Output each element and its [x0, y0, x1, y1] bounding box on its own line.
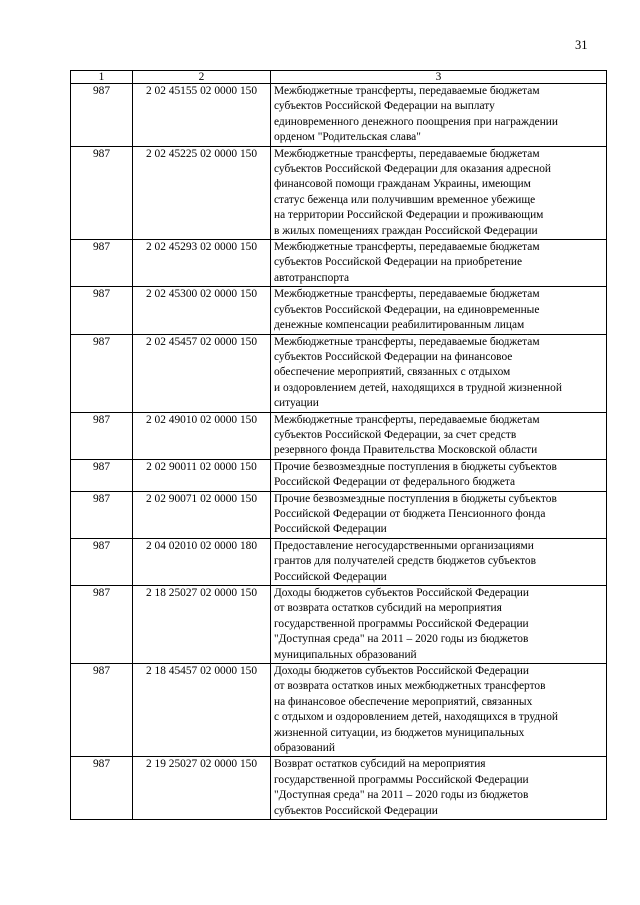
- description-cell: [271, 664, 607, 757]
- description-line: с отдыхом и оздоровлением детей, находящихся в трудной: [274, 711, 559, 724]
- description-line: государственной программы Российской Федерации: [274, 617, 529, 630]
- admin-code-cell: 987: [71, 538, 133, 585]
- description-line: от возврата остатков иных межбюджетных трансфертов: [274, 680, 546, 693]
- description-cell: [271, 287, 607, 334]
- table-row: [71, 664, 607, 757]
- description-cell: [271, 491, 607, 538]
- description-cell: [271, 757, 607, 820]
- admin-code-cell: 987: [71, 664, 133, 757]
- description-cell: [271, 84, 607, 147]
- table-row: [71, 146, 607, 239]
- description-line: государственной программы Российской Федерации: [274, 773, 529, 786]
- admin-code-cell: 987: [71, 84, 133, 147]
- column-header: 3: [271, 71, 607, 84]
- description-line: ситуации: [274, 397, 319, 410]
- admin-code-cell: 987: [71, 757, 133, 820]
- description-line: Доходы бюджетов субъектов Российской Федерации: [274, 665, 529, 678]
- description-line: автотранспорта: [274, 271, 350, 284]
- description-line: Возврат остатков субсидий на мероприятия: [274, 758, 486, 771]
- description-line: Российской Федерации: [274, 570, 387, 583]
- column-header: 2: [133, 71, 271, 84]
- description-line: Межбюджетные трансферты, передаваемые бюджетам: [274, 288, 540, 301]
- description-line: Прочие безвозмездные поступления в бюджеты субъектов: [274, 492, 557, 505]
- description-line: субъектов Российской Федерации: [274, 804, 438, 817]
- description-cell: [271, 240, 607, 287]
- description-line: Прочие безвозмездные поступления в бюджеты субъектов: [274, 460, 557, 473]
- description-line: на финансовое обеспечение мероприятий, связанных: [274, 695, 533, 708]
- description-line: Межбюджетные трансферты, передаваемые бюджетам: [274, 413, 540, 426]
- description-line: субъектов Российской Федерации на выплату: [274, 100, 495, 113]
- description-line: от возврата остатков субсидий на мероприятия: [274, 602, 502, 615]
- description-line: "Доступная среда" на 2011 – 2020 годы из бюджетов: [274, 633, 529, 646]
- table-row: [71, 491, 607, 538]
- column-header: 1: [71, 71, 133, 84]
- page-number: 31: [575, 38, 588, 52]
- budget-classification-code-cell: 2 02 90011 02 0000 150: [133, 459, 271, 491]
- admin-code-cell: 987: [71, 287, 133, 334]
- budget-classification-code-cell: 2 02 45300 02 0000 150: [133, 287, 271, 334]
- description-line: Межбюджетные трансферты, передаваемые бюджетам: [274, 147, 540, 160]
- admin-code-cell: 987: [71, 586, 133, 664]
- description-cell: [271, 586, 607, 664]
- description-cell: [271, 146, 607, 239]
- description-line: единовременного денежного поощрения при награждении: [274, 115, 558, 128]
- description-cell: [271, 538, 607, 585]
- description-line: денежные компенсации реабилитированным лицам: [274, 319, 525, 332]
- budget-classification-code-cell: 2 02 49010 02 0000 150: [133, 412, 271, 459]
- description-line: Межбюджетные трансферты, передаваемые бюджетам: [274, 335, 540, 348]
- description-line: на территории Российской Федерации и проживающим: [274, 209, 544, 222]
- budget-classification-code-cell: 2 18 25027 02 0000 150: [133, 586, 271, 664]
- description-cell: [271, 459, 607, 491]
- description-line: субъектов Российской Федерации, за счет средств: [274, 428, 517, 441]
- revenue-codes-table: [70, 70, 607, 820]
- description-line: образований: [274, 742, 335, 755]
- admin-code-cell: 987: [71, 459, 133, 491]
- description-line: субъектов Российской Федерации для оказания адресной: [274, 163, 552, 176]
- budget-classification-code-cell: 2 02 45293 02 0000 150: [133, 240, 271, 287]
- description-cell: [271, 334, 607, 412]
- budget-classification-code-cell: 2 04 02010 02 0000 180: [133, 538, 271, 585]
- description-line: Доходы бюджетов субъектов Российской Федерации: [274, 587, 529, 599]
- budget-classification-code-cell: 2 19 25027 02 0000 150: [133, 757, 271, 820]
- admin-code-cell: 987: [71, 412, 133, 459]
- table-row: [71, 538, 607, 585]
- description-line: муниципальных образований: [274, 648, 417, 661]
- description-line: Российской Федерации от бюджета Пенсионного фонда: [274, 507, 546, 520]
- description-line: субъектов Российской Федерации на приобретение: [274, 256, 523, 269]
- description-line: Российской Федерации: [274, 523, 387, 536]
- table-row: [71, 586, 607, 664]
- table-row: [71, 459, 607, 491]
- table-header-row: [71, 71, 607, 84]
- budget-classification-code-cell: 2 18 45457 02 0000 150: [133, 664, 271, 757]
- table-row: [71, 287, 607, 334]
- budget-classification-code-cell: 2 02 45225 02 0000 150: [133, 146, 271, 239]
- admin-code-cell: 987: [71, 146, 133, 239]
- admin-code-cell: 987: [71, 334, 133, 412]
- budget-classification-code-cell: 2 02 90071 02 0000 150: [133, 491, 271, 538]
- description-line: Российской Федерации от федерального бюджета: [274, 476, 516, 489]
- description-line: обеспечение мероприятий, связанных с отдыхом: [274, 366, 511, 379]
- description-line: и оздоровлением детей, находящихся в трудной жизненной: [274, 381, 562, 394]
- description-line: орденом "Родительская слава": [274, 131, 421, 144]
- description-line: резервного фонда Правительства Московской области: [274, 444, 538, 457]
- table-row: [71, 84, 607, 147]
- description-line: субъектов Российской Федерации, на единовременные: [274, 303, 540, 316]
- description-line: грантов для получателей средств бюджетов субъектов: [274, 555, 537, 568]
- description-line: финансовой помощи гражданам Украины, имеющим: [274, 178, 531, 191]
- table-row: [71, 757, 607, 820]
- admin-code-cell: 987: [71, 240, 133, 287]
- table-row: [71, 240, 607, 287]
- description-cell: [271, 412, 607, 459]
- description-line: Предоставление негосударственными организациями: [274, 539, 534, 552]
- description-line: Межбюджетные трансферты, передаваемые бюджетам: [274, 85, 540, 97]
- description-line: "Доступная среда" на 2011 – 2020 годы из бюджетов: [274, 789, 529, 802]
- admin-code-cell: 987: [71, 491, 133, 538]
- budget-classification-code-cell: 2 02 45457 02 0000 150: [133, 334, 271, 412]
- description-line: жизненной ситуации, из бюджетов муниципальных: [274, 726, 525, 739]
- table-row: [71, 412, 607, 459]
- description-line: статус беженца или получившим временное убежище: [274, 193, 536, 206]
- description-line: в жилых помещениях граждан Российской Федерации: [274, 224, 538, 237]
- budget-classification-code-cell: 2 02 45155 02 0000 150: [133, 84, 271, 147]
- description-line: субъектов Российской Федерации на финансовое: [274, 350, 513, 363]
- table-row: [71, 334, 607, 412]
- description-line: Межбюджетные трансферты, передаваемые бюджетам: [274, 241, 540, 254]
